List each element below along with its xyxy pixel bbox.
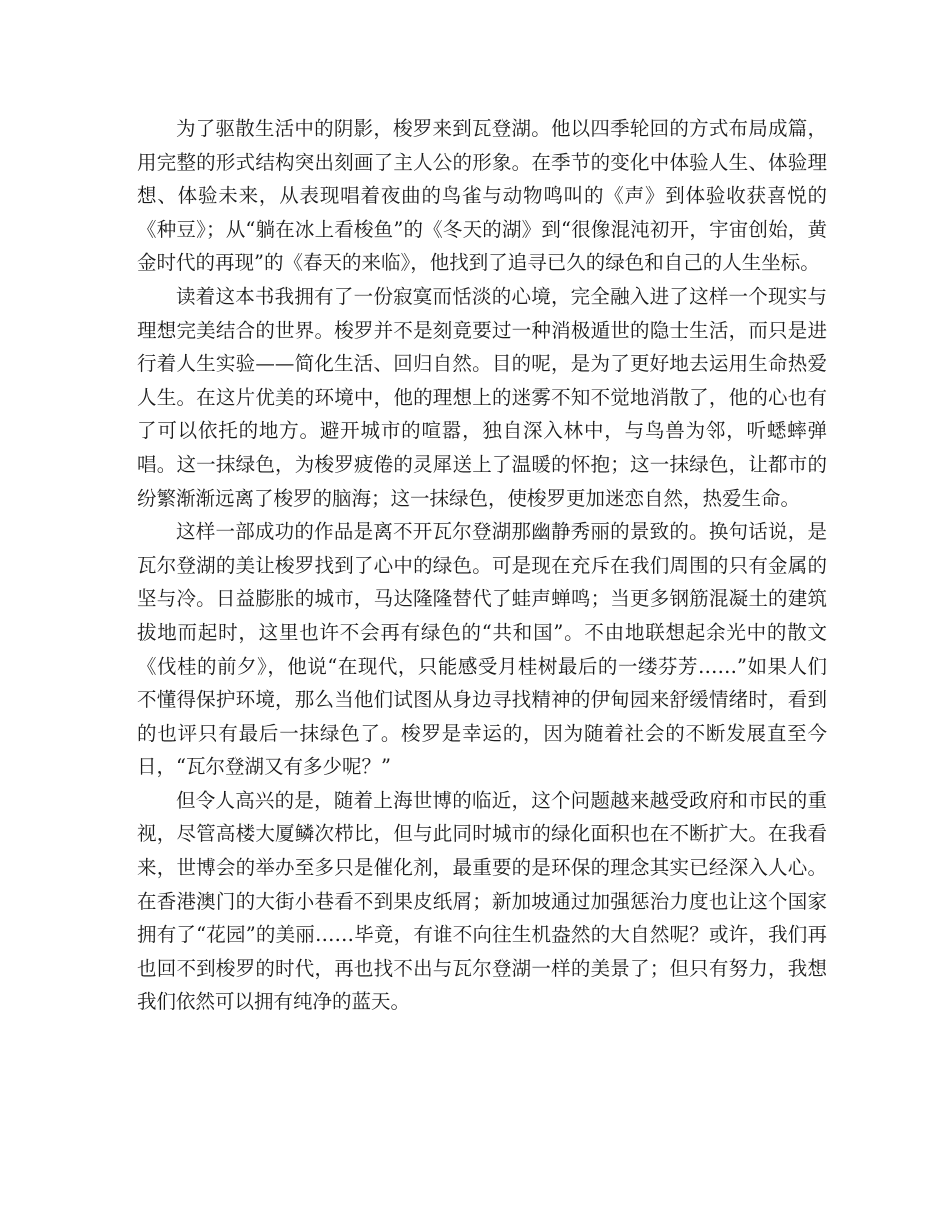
paragraph-2: 读着这本书我拥有了一份寂寞而恬淡的心境，完全融入进了这样一个现实与理想完美结合的世界。梭罗并不是刻竟要过一种消极遁世的隐士生活，而只是进行着人生实验——简化生活、回归自然。目的呢，是为了更好地去运用生命热爱人生。在这片优美的环境中，他的理想上的迷雾不知不觉地消散了，他的心也有了可以依托的地方。避开城市的喧嚣，独自深入林中，与鸟兽为邻，听蟋蟀弹唱。这一抹绿色，为梭罗疲倦的灵犀送上了温暖的怀抱；这一抹绿色，让都市的纷繁渐渐远离了梭罗的脑海；这一抹绿色，使梭罗更加迷恋自然，热爱生命。 — [137, 284, 827, 510]
document-body — [137, 112, 827, 1019]
paragraph-4: 但令人高兴的是，随着上海世博的临近，这个问题越来越受政府和市民的重视，尽管高楼大厦鳞次栉比，但与此同时城市的绿化面积也在不断扩大。在我看来，世博会的举办至多只是催化剂，最重要的是环保的理念其实已经深入人心。在香港澳门的大街小巷看不到果皮纸屑；新加坡通过加强惩治力度也让这个国家拥有了“花园”的美丽……毕竟，有谁不向往生机盎然的大自然呢？或许，我们再也回不到梭罗的时代，再也找不出与瓦尔登湖一样的美景了；但只有努力，我想我们依然可以拥有纯净的蓝天。 — [137, 788, 827, 1014]
paragraph-3: 这样一部成功的作品是离不开瓦尔登湖那幽静秀丽的景致的。换句话说，是瓦尔登湖的美让梭罗找到了心中的绿色。可是现在充斥在我们周围的只有金属的坚与冷。日益膨胀的城市，马达隆隆替代了蛙声蝉鸣；当更多钢筋混凝土的建筑拔地而起时，这里也许不会再有绿色的“共和国”。不由地联想起余光中的散文《伐桂的前夕》，他说“在现代，只能感受月桂树最后的一缕芬芳……”如果人们不懂得保护环境，那么当他们试图从身边寻找精神的伊甸园来舒缓情绪时，看到的也评只有最后一抹绿色了。梭罗是幸运的，因为随着社会的不断发展直至今日，“瓦尔登湖又有多少呢？” — [137, 520, 827, 779]
paragraph-1: 为了驱散生活中的阴影，梭罗来到瓦登湖。他以四季轮回的方式布局成篇，用完整的形式结构突出刻画了主人公的形象。在季节的变化中体验人生、体验理想、体验未来，从表现唱着夜曲的鸟雀与动物鸣叫的《声》到体验收获喜悦的《种豆》；从“躺在冰上看梭鱼”的《冬天的湖》到“很像混沌初开，宇宙创始，黄金时代的再现”的《春天的来临》，他找到了追寻已久的绿色和自己的人生坐标。 — [137, 117, 827, 275]
